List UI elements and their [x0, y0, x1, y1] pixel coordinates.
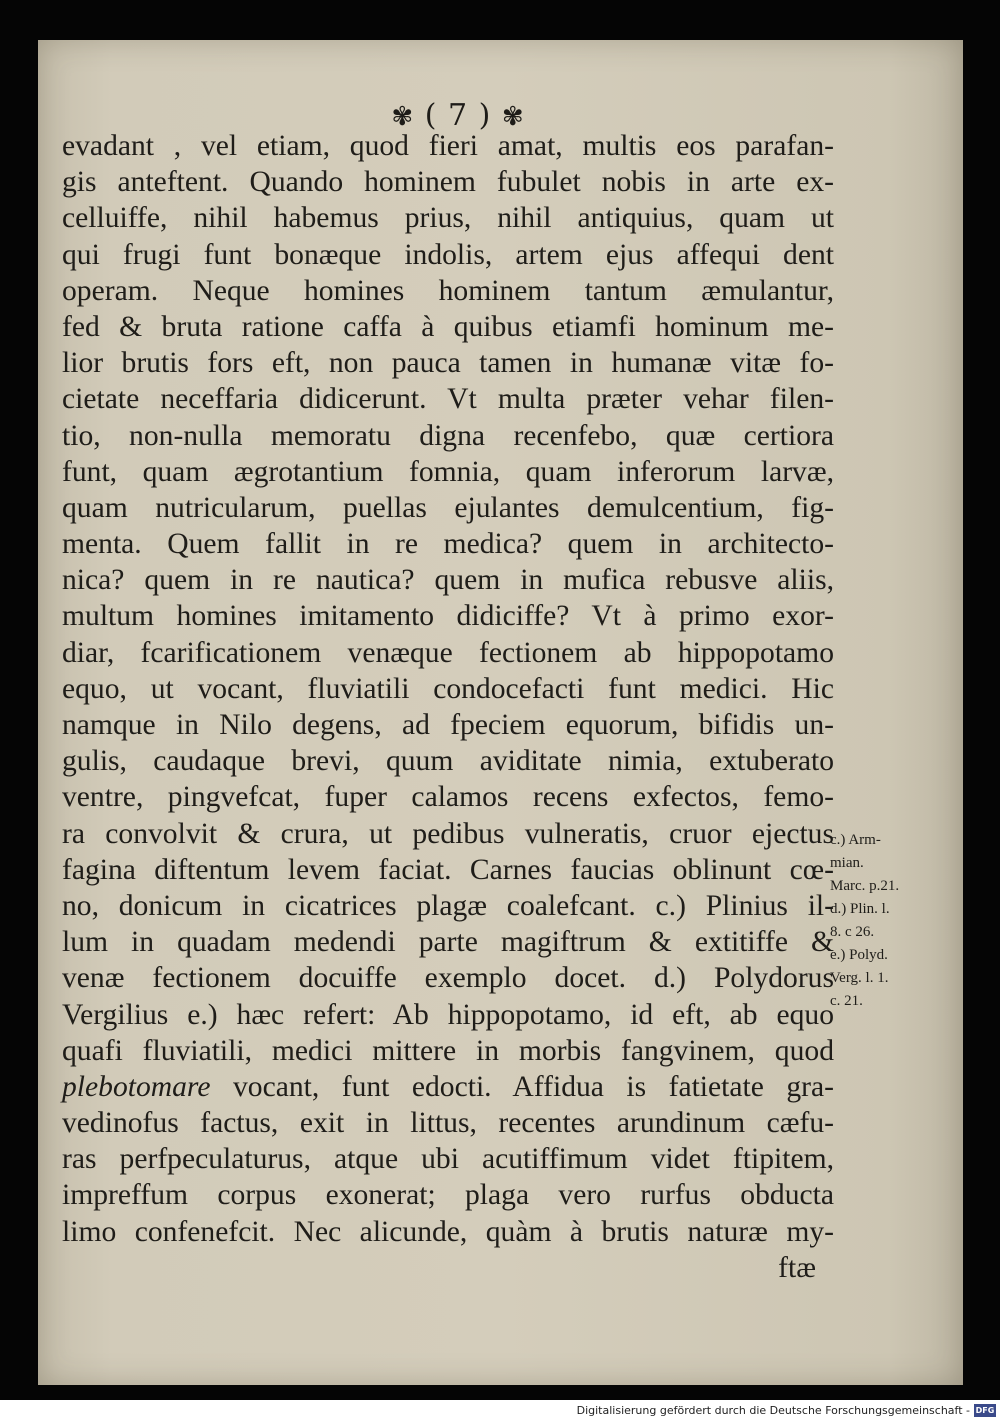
text-line: quam nutricularum, puellas ejulantes demulcentium, fig-: [62, 491, 834, 524]
margin-notes: [830, 829, 950, 1013]
text-line: operam. Neque homines hominem tantum æmulantur,: [62, 274, 834, 307]
text-line: gis anteftent. Quando hominem fubulet nobis in arte ex-: [62, 166, 834, 199]
text-line: ra convolvit & crura, ut pedibus vulneratis, cruor ejectus: [62, 817, 834, 850]
text-line: vocant, funt edocti. Affidua is fatietate gra-: [232, 1070, 834, 1103]
text-line: lum in quadam medendi parte magiftrum & extitiffe &: [62, 926, 834, 959]
text-line-with-italic: [62, 1069, 834, 1105]
text-line: nica? quem in re nautica? quem in mufica rebusve aliis,: [62, 564, 834, 597]
ornament-right-icon: ✾: [501, 102, 525, 132]
footer-bar: [0, 1400, 1000, 1422]
text-line: lior brutis fors eft, non pauca tamen in humanæ vitæ fo-: [62, 347, 834, 380]
text-line: funt, quam ægrotantium fomnia, quam inferorum larvæ,: [62, 455, 834, 488]
ornament-left-icon: ✾: [391, 102, 415, 132]
text-line: no, donicum in cicatrices plagæ coalefcant. c.) Plinius il-: [62, 889, 834, 922]
text-line: ras perfpeculaturus, atque ubi acutiffimum videt ftipitem,: [62, 1143, 834, 1176]
margin-note: e.) Polyd.: [830, 947, 888, 963]
text-line: venæ fectionem docuiffe exemplo docet. d.) Polydorus: [62, 962, 834, 995]
body-text: [62, 128, 834, 1286]
text-line: tio, non-nulla memoratu digna recenfebo, quæ certiora: [62, 419, 834, 452]
margin-note: d.) Plin. l.: [830, 901, 890, 917]
margin-note: c.) Arm-: [830, 832, 881, 848]
dfg-logo-icon: DFG: [975, 1406, 995, 1415]
text-line: fed & bruta ratione caffa à quibus etiamfi hominum me-: [62, 310, 834, 343]
text-line: gulis, caudaque brevi, quum aviditate nimia, extuberato: [62, 745, 834, 778]
text-line: cietate neceffaria didicerunt. Vt multa præter vehar filen-: [62, 383, 834, 416]
italic-term: plebotomare: [62, 1070, 211, 1103]
text-line: equo, ut vocant, fluviatili condocefacti funt medici. Hic: [62, 672, 834, 705]
catchword: ftæ: [778, 1251, 816, 1284]
text-line: impreffum corpus exonerat; plaga vero rurfus obducta: [62, 1179, 834, 1212]
text-line: limo confenefcit. Nec alicunde, quàm à brutis naturæ my-: [62, 1215, 834, 1248]
text-line: vedinofus factus, exit in littus, recentes arundinum cæfu-: [62, 1107, 834, 1140]
text-line: namque in Nilo degens, ad fpeciem equorum, bifidis un-: [62, 709, 834, 741]
text-line: Vergilius e.) hæc refert: Ab hippopotamo, id eft, ab equo: [62, 998, 834, 1031]
book-page: [38, 40, 963, 1385]
margin-note: c. 21.: [830, 993, 863, 1009]
margin-note: mian.: [830, 855, 864, 871]
page-number: ( 7 ): [424, 98, 492, 133]
text-line: fagina diftentum levem faciat. Carnes faucias oblinunt cœ-: [62, 853, 834, 886]
text-line: quafi fluviatili, medici mittere in morbis fangvinem, quod: [62, 1034, 834, 1067]
margin-note: 8. c 26.: [830, 924, 875, 940]
text-line: ventre, pingvefcat, fuper calamos recens exfectos, femo-: [62, 781, 834, 814]
text-line: evadant , vel etiam, quod fieri amat, multis eos parafan-: [62, 130, 834, 162]
margin-note: Verg. l. 1.: [830, 970, 889, 986]
text-line: diar, fcarificationem venæque fectionem ab hippopotamo: [62, 636, 834, 669]
margin-note: Marc. p.21.: [830, 878, 900, 894]
text-line: menta. Quem fallit in re medica? quem in architecto-: [62, 528, 834, 561]
text-line: multum homines imitamento didiciffe? Vt à primo exor-: [62, 600, 834, 633]
digitization-credit: Digitalisierung gefördert durch die Deutsche Forschungsgemeinschaft -: [576, 1404, 970, 1417]
text-line: qui frugi funt bonæque indolis, artem ejus affequi dent: [62, 238, 834, 271]
text-line: celluiffe, nihil habemus prius, nihil antiquius, quam ut: [62, 202, 834, 235]
